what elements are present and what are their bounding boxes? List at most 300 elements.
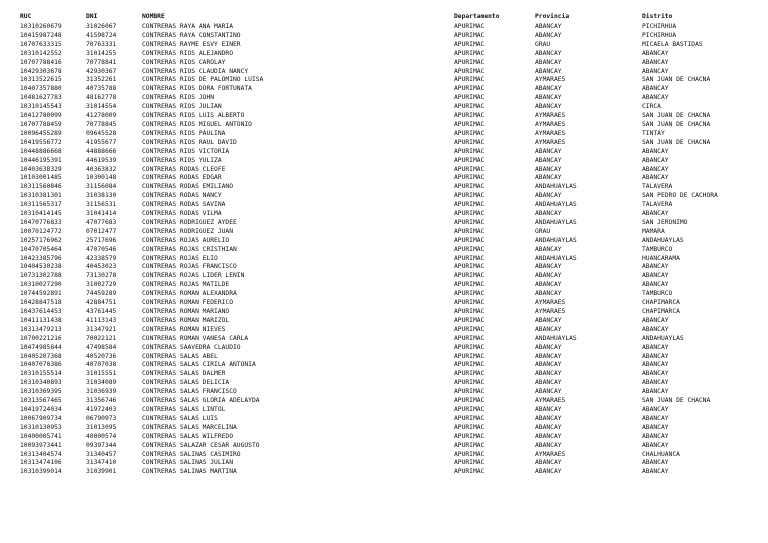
cell-departamento: APURIMAC	[454, 290, 485, 298]
cell-provincia: ABANCAY	[535, 165, 562, 173]
cell-ruc: 10310414145	[20, 210, 62, 218]
cell-distrito: CHAPIMARCA	[642, 308, 680, 315]
cell-distrito: ANDAHUAYLAS	[642, 334, 684, 342]
cell-distrito: ABANCAY	[642, 49, 669, 57]
cell-provincia: ABANCAY	[535, 352, 562, 360]
table-row	[20, 121, 746, 130]
table-row	[20, 103, 746, 112]
cell-nombre: CONTRERAS RODAS VILMA	[142, 210, 222, 218]
cell-departamento: APURIMAC	[454, 423, 485, 431]
cell-distrito: CIRCA	[642, 103, 661, 111]
cell-provincia: ABANCAY	[535, 316, 562, 324]
cell-nombre: CONTRERAS SALAS CIRILA ANTONIA	[142, 361, 256, 369]
table-row	[20, 272, 746, 281]
cell-distrito: TAMBURCO	[642, 290, 673, 298]
table-body	[20, 23, 746, 477]
cell-dni: 41598724	[86, 31, 117, 39]
table-row	[20, 263, 746, 272]
cell-provincia: AYMARAES	[535, 120, 566, 128]
cell-provincia: ABANCAY	[535, 147, 562, 155]
cell-distrito: CHAPIMARCA	[642, 299, 680, 307]
cell-dni: 44619539	[86, 156, 117, 164]
cell-nombre: CONTRERAS RODAS NANCY	[142, 192, 222, 200]
cell-dni: 40735788	[86, 85, 117, 93]
cell-departamento: APURIMAC	[454, 40, 485, 48]
cell-provincia: ABANCAY	[535, 210, 562, 218]
cell-ruc: 10415987248	[20, 31, 62, 39]
cell-departamento: APURIMAC	[454, 245, 485, 253]
cell-departamento: APURIMAC	[454, 31, 485, 39]
cell-nombre: CONTRERAS SALINAS CASIMIRO	[142, 450, 241, 458]
cell-provincia: ABANCAY	[535, 174, 562, 182]
cell-nombre: CONTRERAS RIOS RAUL DAVID	[142, 138, 237, 146]
cell-provincia: ABANCAY	[535, 343, 562, 351]
cell-departamento: APURIMAC	[454, 272, 485, 280]
cell-provincia: ANDAHUAYLAS	[535, 254, 577, 262]
cell-departamento: APURIMAC	[454, 174, 485, 182]
cell-provincia: ABANCAY	[535, 245, 562, 253]
cell-provincia: AYMARAES	[535, 129, 566, 137]
cell-ruc: 10707788416	[20, 58, 62, 66]
cell-ruc: 10310381301	[20, 192, 62, 200]
cell-dni: 06790973	[86, 414, 117, 422]
table-row	[20, 459, 746, 468]
cell-departamento: APURIMAC	[454, 49, 485, 57]
cell-nombre: CONTRERAS SALINAS MARTINA	[142, 468, 237, 476]
cell-nombre: CONTRERAS RAYME ESVY EINER	[142, 40, 241, 48]
cell-distrito: TINTAY	[642, 129, 665, 137]
table-row	[20, 424, 746, 433]
cell-departamento: APURIMAC	[454, 468, 485, 476]
cell-dni: 70763331	[86, 40, 117, 48]
cell-dni: 42930367	[86, 67, 117, 75]
cell-provincia: GRAU	[535, 40, 551, 48]
table-row	[20, 361, 746, 370]
cell-dni: 31013095	[86, 423, 117, 431]
cell-ruc: 10474985844	[20, 343, 62, 351]
cell-ruc: 10096455289	[20, 129, 62, 137]
cell-dni: 47077683	[86, 218, 117, 226]
cell-dni: 42338579	[86, 254, 117, 262]
cell-departamento: APURIMAC	[454, 254, 485, 262]
cell-distrito: ABANCAY	[642, 441, 669, 449]
cell-dni: 31014554	[86, 103, 117, 111]
cell-dni: 40453023	[86, 263, 117, 271]
cell-dni: 09645528	[86, 129, 117, 137]
cell-provincia: ABANCAY	[535, 58, 562, 66]
cell-distrito: ABANCAY	[642, 423, 669, 431]
header-ruc: RUC	[20, 13, 32, 20]
table-row	[20, 41, 746, 50]
cell-distrito: ABANCAY	[642, 370, 669, 378]
cell-provincia: AYMARAES	[535, 76, 566, 84]
cell-ruc: 10707633315	[20, 40, 62, 48]
cell-dni: 31038130	[86, 192, 117, 200]
cell-ruc: 10257176962	[20, 236, 62, 244]
table-row	[20, 335, 746, 344]
cell-distrito: MICAELA BASTIDAS	[642, 40, 703, 48]
cell-nombre: CONTRERAS ROJAS LIDER LENIN	[142, 272, 245, 280]
cell-provincia: AYMARAES	[535, 397, 566, 405]
cell-provincia: ABANCAY	[535, 281, 562, 289]
cell-provincia: ABANCAY	[535, 405, 562, 413]
cell-ruc: 10407070386	[20, 361, 62, 369]
cell-departamento: APURIMAC	[454, 103, 485, 111]
cell-nombre: CONTRERAS SALAS ABEL	[142, 352, 218, 360]
cell-departamento: APURIMAC	[454, 316, 485, 324]
cell-nombre: CONTRERAS RODAS EDGAR	[142, 174, 222, 182]
cell-distrito: TALAVERA	[642, 183, 673, 191]
cell-dni: 41113143	[86, 316, 117, 324]
cell-provincia: ANDAHUAYLAS	[535, 183, 577, 191]
cell-nombre: CONTRERAS SAAVEDRA CLAUDIO	[142, 343, 241, 351]
cell-distrito: ABANCAY	[642, 281, 669, 289]
cell-ruc: 10310399014	[20, 468, 62, 476]
cell-provincia: ABANCAY	[535, 325, 562, 333]
cell-provincia: ABANCAY	[535, 156, 562, 164]
cell-ruc: 10470705464	[20, 245, 62, 253]
cell-departamento: APURIMAC	[454, 361, 485, 369]
cell-dni: 47498584	[86, 343, 117, 351]
cell-dni: 31347410	[86, 459, 117, 467]
cell-departamento: APURIMAC	[454, 388, 485, 396]
header-nombre: NOMBRE	[142, 13, 165, 20]
cell-ruc: 10311560846	[20, 183, 62, 191]
cell-distrito: ABANCAY	[642, 343, 669, 351]
cell-dni: 31156531	[86, 201, 117, 209]
cell-provincia: ABANCAY	[535, 103, 562, 111]
cell-nombre: CONTRERAS RIOS DORA FORTUNATA	[142, 85, 252, 93]
cell-departamento: APURIMAC	[454, 129, 485, 137]
cell-ruc: 10423385796	[20, 254, 62, 262]
cell-distrito: ABANCAY	[642, 405, 669, 413]
cell-departamento: APURIMAC	[454, 156, 485, 164]
cell-ruc: 10313404574	[20, 450, 62, 458]
cell-distrito: SAN JERONIMO	[642, 218, 688, 226]
cell-distrito: SAN JUAN DE CHACÑA	[642, 120, 711, 128]
cell-departamento: APURIMAC	[454, 192, 485, 200]
cell-distrito: HUANCARAMA	[642, 254, 680, 262]
table-row	[20, 210, 746, 219]
cell-provincia: ANDAHUAYLAS	[535, 334, 577, 342]
cell-departamento: APURIMAC	[454, 441, 485, 449]
cell-provincia: GRAU	[535, 227, 551, 235]
cell-departamento: APURIMAC	[454, 459, 485, 467]
table-row	[20, 442, 746, 451]
table-row	[20, 451, 746, 460]
cell-provincia: ABANCAY	[535, 414, 562, 422]
cell-dni: 41955677	[86, 138, 117, 146]
cell-ruc: 10404530238	[20, 263, 62, 271]
cell-dni: 31041414	[86, 210, 117, 218]
table-row	[20, 76, 746, 85]
header-dni: DNI	[86, 13, 98, 20]
cell-departamento: APURIMAC	[454, 201, 485, 209]
cell-dni: 70778845	[86, 120, 117, 128]
cell-provincia: ANDAHUAYLAS	[535, 218, 577, 226]
cell-nombre: CONTRERAS ROMAN VANESA CARLA	[142, 334, 249, 342]
cell-ruc: 10437614453	[20, 308, 62, 315]
cell-nombre: CONTRERAS RIOS JULIAN	[142, 103, 222, 111]
table-row	[20, 32, 746, 41]
cell-departamento: APURIMAC	[454, 210, 485, 218]
cell-dni: 40707038	[86, 361, 117, 369]
cell-nombre: CONTRERAS ROJAS FRANCISCO	[142, 263, 237, 271]
cell-provincia: ABANCAY	[535, 67, 562, 75]
cell-provincia: AYMARAES	[535, 308, 566, 315]
cell-distrito: PICHIRHUA	[642, 31, 677, 39]
cell-provincia: ABANCAY	[535, 290, 562, 298]
cell-ruc: 10310027290	[20, 281, 62, 289]
contributors-table	[20, 13, 746, 477]
table-row	[20, 130, 746, 139]
table-row	[20, 228, 746, 237]
cell-nombre: CONTRERAS SALAS WILFREDO	[142, 432, 233, 440]
cell-distrito: ABANCAY	[642, 165, 669, 173]
cell-departamento: APURIMAC	[454, 405, 485, 413]
cell-ruc: 10700221216	[20, 334, 62, 342]
cell-ruc: 10411131438	[20, 316, 62, 324]
cell-departamento: APURIMAC	[454, 414, 485, 422]
cell-dni: 41278009	[86, 112, 117, 120]
cell-dni: 70022121	[86, 334, 117, 342]
cell-distrito: SAN JUAN DE CHACÑA	[642, 138, 711, 146]
table-row	[20, 299, 746, 308]
cell-distrito: ABANCAY	[642, 147, 669, 155]
cell-ruc: 10429303678	[20, 67, 62, 75]
table-row	[20, 23, 746, 32]
cell-distrito: ABANCAY	[642, 174, 669, 182]
cell-departamento: APURIMAC	[454, 120, 485, 128]
table-row	[20, 219, 746, 228]
cell-nombre: CONTRERAS ROMAN MARIANO	[142, 308, 230, 315]
cell-distrito: ABANCAY	[642, 361, 669, 369]
cell-nombre: CONTRERAS SALAZAR CESAR AUGUSTO	[142, 441, 260, 449]
cell-distrito: MAMARA	[642, 227, 665, 235]
cell-dni: 41972403	[86, 405, 117, 413]
cell-distrito: ABANCAY	[642, 414, 669, 422]
cell-departamento: APURIMAC	[454, 352, 485, 360]
cell-nombre: CONTRERAS SALAS GLORIA ADELAYDA	[142, 397, 260, 405]
cell-dni: 07012477	[86, 227, 117, 235]
cell-distrito: ABANCAY	[642, 432, 669, 440]
cell-provincia: ABANCAY	[535, 432, 562, 440]
cell-ruc: 10310130953	[20, 423, 62, 431]
table-row	[20, 201, 746, 210]
table-row	[20, 415, 746, 424]
cell-provincia: AYMARAES	[535, 138, 566, 146]
cell-ruc: 10310145543	[20, 103, 62, 111]
cell-provincia: ABANCAY	[535, 49, 562, 57]
cell-ruc: 10707788459	[20, 120, 62, 128]
cell-dni: 74459289	[86, 290, 117, 298]
cell-ruc: 10419724034	[20, 405, 62, 413]
cell-ruc: 10428847518	[20, 299, 62, 307]
table-row	[20, 85, 746, 94]
cell-distrito: ABANCAY	[642, 459, 669, 467]
cell-provincia: ABANCAY	[535, 441, 562, 449]
cell-dni: 43761445	[86, 308, 117, 315]
cell-dni: 31340457	[86, 450, 117, 458]
cell-nombre: CONTRERAS SALINAS JULIAN	[142, 459, 233, 467]
cell-nombre: CONTRERAS RIOS LUIS ALBERTO	[142, 112, 245, 120]
cell-distrito: ABANCAY	[642, 67, 669, 75]
cell-distrito: ABANCAY	[642, 156, 669, 164]
cell-ruc: 10419556772	[20, 138, 62, 146]
cell-dni: 31352261	[86, 76, 117, 84]
cell-ruc: 10093973441	[20, 441, 62, 449]
cell-ruc: 10310369395	[20, 388, 62, 396]
cell-nombre: CONTRERAS ROJAS ELIO	[142, 254, 218, 262]
cell-nombre: CONTRERAS RIOS ALEJANDRO	[142, 49, 233, 57]
table-row	[20, 68, 746, 77]
table-row	[20, 397, 746, 406]
table-row	[20, 326, 746, 335]
cell-departamento: APURIMAC	[454, 183, 485, 191]
cell-ruc: 10400005741	[20, 432, 62, 440]
header-distrito: Distrito	[642, 13, 673, 20]
cell-nombre: CONTRERAS ROMAN ALEXANDRA	[142, 290, 237, 298]
table-row	[20, 94, 746, 103]
table-row	[20, 406, 746, 415]
table-row	[20, 433, 746, 442]
cell-dni: 48162778	[86, 94, 117, 102]
cell-provincia: ABANCAY	[535, 23, 562, 30]
cell-departamento: APURIMAC	[454, 325, 485, 333]
cell-nombre: CONTRERAS ROJAS CRISTHIAN	[142, 245, 237, 253]
cell-provincia: ABANCAY	[535, 361, 562, 369]
cell-departamento: APURIMAC	[454, 432, 485, 440]
cell-departamento: APURIMAC	[454, 281, 485, 289]
cell-distrito: SAN JUAN DE CHACÑA	[642, 397, 711, 405]
cell-ruc: 10310260679	[20, 23, 62, 30]
cell-dni: 31034089	[86, 379, 117, 387]
table-row	[20, 353, 746, 362]
cell-nombre: CONTRERAS SALAS LINTOL	[142, 405, 226, 413]
table-row	[20, 183, 746, 192]
cell-nombre: CONTRERAS ROMAN FEDERICO	[142, 299, 233, 307]
cell-nombre: CONTRERAS RODAS SAVINA	[142, 201, 226, 209]
cell-distrito: SAN JUAN DE CHACÑA	[642, 112, 711, 120]
cell-dni: 31039901	[86, 468, 117, 476]
cell-ruc: 10313567465	[20, 397, 62, 405]
table-row	[20, 370, 746, 379]
cell-nombre: CONTRERAS RIOS YULIZA	[142, 156, 222, 164]
cell-dni: 31026067	[86, 23, 117, 30]
cell-dni: 40363832	[86, 165, 117, 173]
cell-ruc: 10470776833	[20, 218, 62, 226]
cell-nombre: CONTRERAS RIOS PAULINA	[142, 129, 226, 137]
cell-ruc: 10313474106	[20, 459, 62, 467]
cell-provincia: ABANCAY	[535, 423, 562, 431]
cell-distrito: TALAVERA	[642, 201, 673, 209]
cell-nombre: CONTRERAS SALAS DALMER	[142, 370, 226, 378]
cell-nombre: CONTRERAS ROMAN NIEVES	[142, 325, 226, 333]
table-row	[20, 290, 746, 299]
cell-ruc: 10103001485	[20, 174, 62, 182]
cell-ruc: 10412780099	[20, 112, 62, 120]
cell-dni: 47070546	[86, 245, 117, 253]
cell-nombre: CONTRERAS RAYA CONSTANTINO	[142, 31, 241, 39]
cell-departamento: APURIMAC	[454, 138, 485, 146]
cell-distrito: TAMBURCO	[642, 245, 673, 253]
cell-departamento: APURIMAC	[454, 334, 485, 342]
table-row	[20, 59, 746, 68]
cell-nombre: CONTRERAS ROJAS AURELIO	[142, 236, 230, 244]
table-row	[20, 468, 746, 477]
cell-ruc: 10311565317	[20, 201, 62, 209]
cell-provincia: ABANCAY	[535, 85, 562, 93]
table-row	[20, 308, 746, 317]
cell-dni: 40000574	[86, 432, 117, 440]
cell-provincia: ANDAHUAYLAS	[535, 236, 577, 244]
cell-distrito: ANDAHUAYLAS	[642, 236, 684, 244]
cell-distrito: ABANCAY	[642, 85, 669, 93]
cell-distrito: ABANCAY	[642, 388, 669, 396]
cell-nombre: CONTRERAS ROMAN MARIZOL	[142, 316, 230, 324]
cell-nombre: CONTRERAS RODAS EMILIANO	[142, 183, 233, 191]
cell-nombre: CONTRERAS RODAS CLEOFE	[142, 165, 226, 173]
cell-provincia: ABANCAY	[535, 31, 562, 39]
cell-nombre: CONTRERAS RIOS CAROLAY	[142, 58, 226, 66]
cell-provincia: ABANCAY	[535, 192, 562, 200]
cell-ruc: 10067909734	[20, 414, 62, 422]
cell-departamento: APURIMAC	[454, 299, 485, 307]
cell-nombre: CONTRERAS SALAS FRANCISCO	[142, 388, 237, 396]
cell-distrito: ABANCAY	[642, 468, 669, 476]
cell-departamento: APURIMAC	[454, 218, 485, 226]
cell-nombre: CONTRERAS RIOS DE PALOMINO LUISA	[142, 76, 264, 84]
cell-dni: 44888666	[86, 147, 117, 155]
cell-dni: 25717696	[86, 236, 117, 244]
table-row	[20, 388, 746, 397]
cell-nombre: CONTRERAS RIOS JOHN	[142, 94, 215, 102]
table-row	[20, 139, 746, 148]
cell-provincia: ABANCAY	[535, 94, 562, 102]
cell-departamento: APURIMAC	[454, 227, 485, 235]
cell-ruc: 10407357880	[20, 85, 62, 93]
cell-dni: 09397344	[86, 441, 117, 449]
cell-provincia: ABANCAY	[535, 388, 562, 396]
cell-nombre: CONTRERAS RIOS CLAUDIA NANCY	[142, 67, 249, 75]
table-row	[20, 344, 746, 353]
cell-departamento: APURIMAC	[454, 58, 485, 66]
cell-provincia: AYMARAES	[535, 450, 566, 458]
table-row	[20, 166, 746, 175]
table-row	[20, 112, 746, 121]
cell-nombre: CONTRERAS SALAS MARCELINA	[142, 423, 237, 431]
cell-departamento: APURIMAC	[454, 94, 485, 102]
cell-distrito: ABANCAY	[642, 379, 669, 387]
cell-distrito: PICHIRHUA	[642, 23, 677, 30]
cell-departamento: APURIMAC	[454, 23, 485, 30]
cell-dni: 31015551	[86, 370, 117, 378]
cell-dni: 10300148	[86, 174, 117, 182]
cell-distrito: ABANCAY	[642, 210, 669, 218]
cell-provincia: AYMARAES	[535, 299, 566, 307]
cell-distrito: ABANCAY	[642, 263, 669, 271]
cell-dni: 40520736	[86, 352, 117, 360]
cell-dni: 31347921	[86, 325, 117, 333]
cell-ruc: 10310142552	[20, 49, 62, 57]
cell-ruc: 10405207368	[20, 352, 62, 360]
cell-nombre: CONTRERAS RODRIGUEZ AYDEE	[142, 218, 237, 226]
table-row	[20, 281, 746, 290]
table-row	[20, 246, 746, 255]
cell-ruc: 10313479213	[20, 325, 62, 333]
cell-provincia: ABANCAY	[535, 468, 562, 476]
cell-provincia: ABANCAY	[535, 379, 562, 387]
